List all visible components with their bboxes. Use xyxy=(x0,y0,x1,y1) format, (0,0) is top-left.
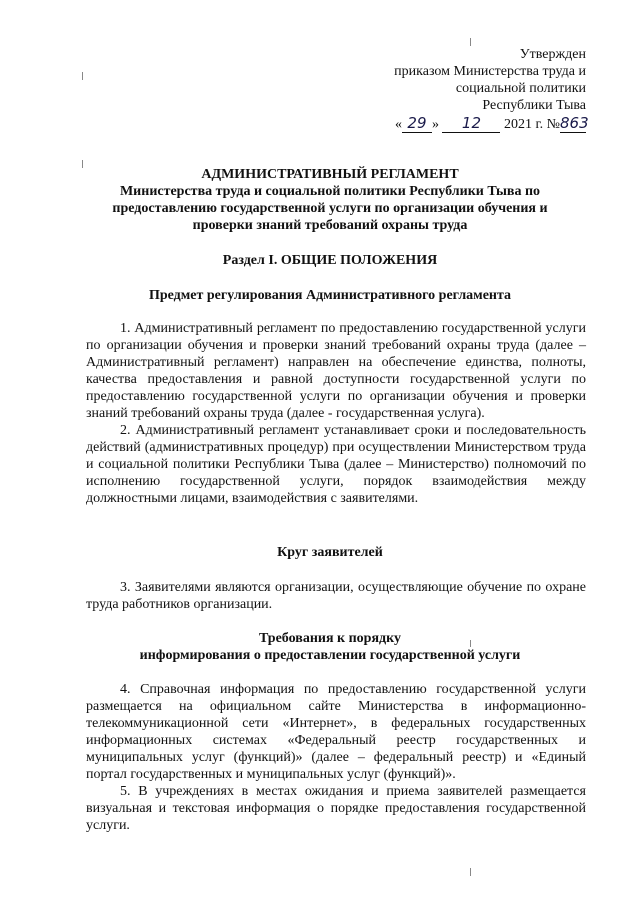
title-line: АДМИНИСТРАТИВНЫЙ РЕГЛАМЕНТ xyxy=(201,167,459,182)
handwritten-order-number: 863 xyxy=(560,114,589,132)
handwritten-month: 12 xyxy=(442,115,500,133)
paragraph-block-applicants xyxy=(86,579,586,613)
scan-artifact xyxy=(470,640,471,647)
title-line: предоставлению государственной услуги по организации обучения и xyxy=(112,201,548,216)
paragraph-2: 2. Административный регламент устанавливает сроки и последовательность действий (административных процедур) при осуществлении Министерством труда и социальной политики Республики Тыва (далее – Министерство) полномочий по исполнению государственной услуги, порядок взаимодействия между должностными лицами, взаимодействия с заявителями. xyxy=(86,423,586,506)
handwritten-day: 29 xyxy=(402,115,432,133)
title-line: проверки знаний требований охраны труда xyxy=(192,218,468,233)
approval-line: социальной политики xyxy=(455,81,586,96)
approval-date-line xyxy=(394,114,589,133)
subsection-title-informing xyxy=(80,630,580,664)
open-quote: « xyxy=(394,117,402,132)
paragraph-1: 1. Административный регламент по предоставлению государственной услуги по организации обучения и проверки знаний требований охраны труда (далее – Административный регламент) направлен на обеспечение единства, полноты, качества предоставления и равной доступности государственной услуги по предоставлению государственной услуги по организации обучения и проверки знаний требований охраны труда (далее - государственная услуга). xyxy=(86,321,586,421)
subsection-title-line: информирования о предоставлении государственной услуги xyxy=(139,648,521,663)
paragraph-block-informing xyxy=(86,681,586,834)
scan-artifact xyxy=(470,868,471,876)
subsection-title-applicants: Круг заявителей xyxy=(277,545,383,560)
close-quote: » xyxy=(431,117,439,132)
scan-artifact xyxy=(82,72,83,80)
subsection-title-line: Требования к порядку xyxy=(259,631,401,646)
paragraph-block-subject xyxy=(86,320,586,507)
paragraph-4: 4. Справочная информация по предоставлению государственной услуги размещается на официальном сайте Министерства в информационно-телекоммуникационной сети «Интернет», в федеральных государственных информационных системах «Федеральный реестр государственных и муниципальных услуг (функций)» (далее – федеральный реестр) и «Единый портал государственных и муниципальных услуг (функций)». xyxy=(86,682,586,782)
title-line: Министерства труда и социальной политики Республики Тыва по xyxy=(119,184,541,199)
scan-artifact xyxy=(82,160,83,168)
approval-year: 2021 г. № xyxy=(503,117,560,132)
scan-artifact xyxy=(470,38,471,46)
approval-line: приказом Министерства труда и xyxy=(394,64,586,79)
approval-line: Республики Тыва xyxy=(482,98,586,113)
paragraph-3: 3. Заявителями являются организации, осуществляющие обучение по охране труда работников организации. xyxy=(86,580,586,612)
approval-stamp xyxy=(394,46,589,133)
section-title: Раздел I. ОБЩИЕ ПОЛОЖЕНИЯ xyxy=(222,253,438,268)
approval-line: Утвержден xyxy=(519,47,586,62)
subsection-title-subject: Предмет регулирования Административного регламента xyxy=(148,288,512,303)
paragraph-5: 5. В учреждениях в местах ожидания и приема заявителей размещается визуальная и текстовая информация о порядке предоставления государственной услуги. xyxy=(86,784,586,833)
document-title xyxy=(80,166,580,234)
